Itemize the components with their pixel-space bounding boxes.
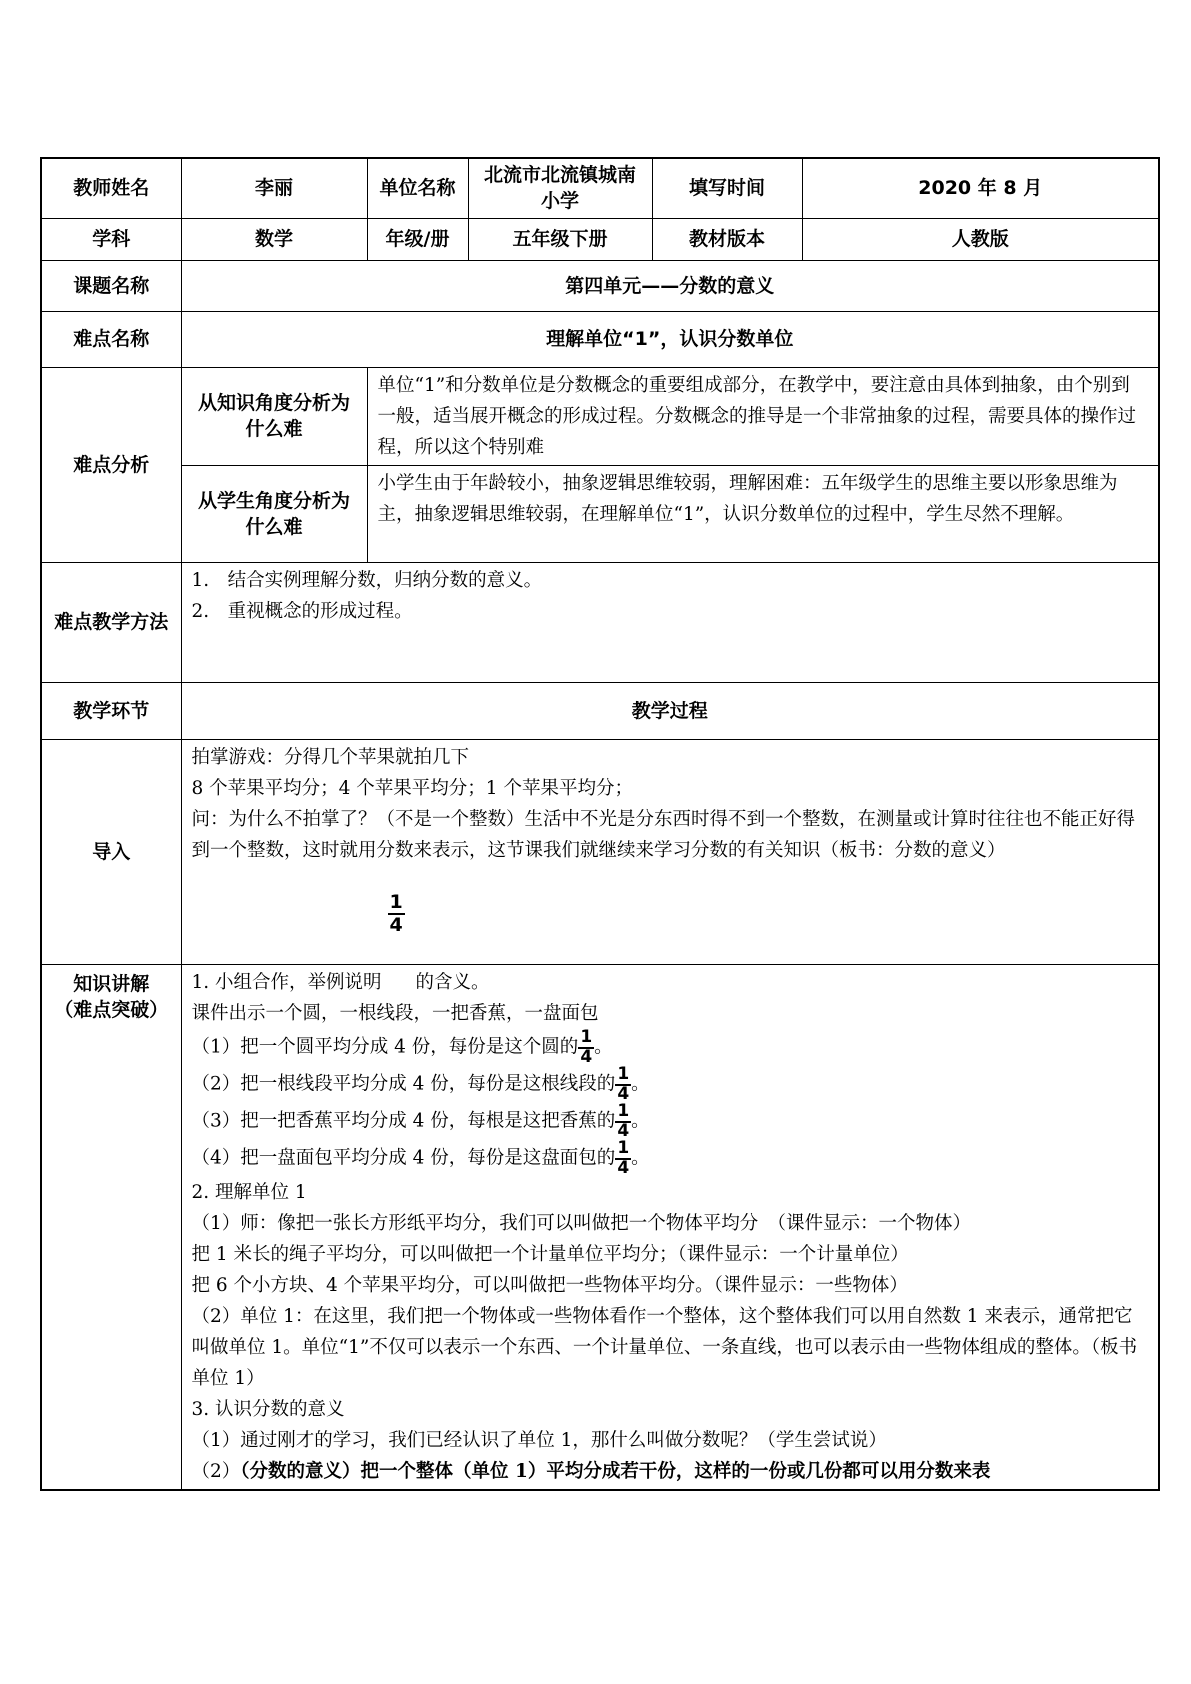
fraction-numerator: 1 bbox=[389, 890, 403, 913]
s1-item-3-end: 。 bbox=[631, 1110, 650, 1131]
fraction-numerator: 1 bbox=[617, 1137, 630, 1158]
intro-row bbox=[41, 739, 1159, 964]
edition-value: 人教版 bbox=[802, 218, 1159, 260]
fraction-icon bbox=[578, 1026, 594, 1067]
difficulty-row bbox=[41, 311, 1159, 367]
s1-item-2-end: 。 bbox=[631, 1073, 650, 1094]
topic-row bbox=[41, 260, 1159, 311]
fraction-denominator: 4 bbox=[389, 913, 403, 936]
s2-title: 2. 理解单位 1 bbox=[191, 1181, 307, 1203]
intro-content bbox=[181, 739, 1159, 964]
s1-item-1-text: （1）把一个圆平均分成 4 份，每份是这个圆的 bbox=[191, 1036, 579, 1057]
topic-label: 课题名称 bbox=[41, 260, 181, 311]
fraction-denominator: 4 bbox=[580, 1046, 593, 1067]
s3-line-2-prefix: （2） bbox=[191, 1460, 241, 1482]
s1-item-1-end: 。 bbox=[594, 1036, 613, 1057]
difficulty-label: 难点名称 bbox=[41, 311, 181, 367]
subject-value: 数学 bbox=[181, 218, 367, 260]
s2-line-3: 把 6 个小方块、4 个苹果平均分，可以叫做把一些物体平均分。（课件显示：一些物体） bbox=[191, 1274, 908, 1296]
grade-value: 五年级下册 bbox=[468, 218, 652, 260]
s3-line-1: （1）通过刚才的学习，我们已经认识了单位 1，那什么叫做分数呢？（学生尝试说） bbox=[191, 1429, 887, 1451]
analysis-row-student bbox=[41, 465, 1159, 562]
s1-intro: 课件出示一个圆，一根线段，一把香蕉，一盘面包 bbox=[191, 1002, 599, 1024]
subject-label: 学科 bbox=[41, 218, 181, 260]
process-stage-label: 教学环节 bbox=[41, 682, 181, 739]
fraction-icon bbox=[615, 1137, 631, 1178]
s1-item-2 bbox=[191, 1063, 1149, 1104]
fill-time-label: 填写时间 bbox=[652, 158, 802, 218]
s1-item-4-text: （4）把一盘面包平均分成 4 份，每份是这盘面包的 bbox=[191, 1147, 616, 1168]
topic-value: 第四单元——分数的意义 bbox=[181, 260, 1159, 311]
student-angle-label: 从学生角度分析为什么难 bbox=[181, 465, 367, 562]
header-row-teacher bbox=[41, 158, 1159, 218]
s1-title-b: 的含义。 bbox=[415, 971, 490, 993]
unit-value: 北流市北流镇城南小学 bbox=[468, 158, 652, 218]
method-item-2: 2. 重视概念的形成过程。 bbox=[191, 600, 413, 622]
analysis-label: 难点分析 bbox=[41, 367, 181, 562]
process-header-value: 教学过程 bbox=[181, 682, 1159, 739]
header-row-subject bbox=[41, 218, 1159, 260]
explain-label bbox=[41, 964, 181, 1490]
fill-time-value: 2020 年 8 月 bbox=[802, 158, 1159, 218]
s3-line-2-bold: （分数的意义）把一个整体（单位 1）平均分成若干份，这样的一份或几份都可以用分数来表 bbox=[240, 1460, 991, 1482]
explain-label-line1: 知识讲解 bbox=[73, 972, 150, 995]
methods-content bbox=[181, 562, 1159, 682]
fraction-denominator: 4 bbox=[617, 1120, 630, 1141]
explain-label-line2: （难点突破） bbox=[54, 998, 169, 1021]
intro-line-3: 问：为什么不拍掌了？（不是一个整数）生活中不光是分东西时得不到一个整数，在测量或计算时往往也不能正好得到一个整数，这时就用分数来表示，这节课我们就继续来学习分数的有关知识（板书：分数的意义） bbox=[191, 808, 1136, 861]
analysis-row-knowledge bbox=[41, 367, 1159, 465]
fraction-icon bbox=[615, 1100, 631, 1141]
knowledge-angle-label: 从知识角度分析为什么难 bbox=[181, 367, 367, 465]
knowledge-angle-text: 单位“1”和分数单位是分数概念的重要组成部分，在教学中，要注意由具体到抽象，由个别到一般，适当展开概念的形成过程。分数概念的推导是一个非常抽象的过程，需要具体的操作过程，所以这个特别难 bbox=[367, 367, 1159, 465]
s1-title bbox=[192, 967, 1149, 998]
fraction-numerator: 1 bbox=[617, 1063, 630, 1084]
teacher-value: 李丽 bbox=[181, 158, 367, 218]
s1-item-4 bbox=[191, 1137, 1149, 1178]
intro-line-1: 拍掌游戏：分得几个苹果就拍几下 bbox=[191, 746, 470, 768]
intro-line-2: 8 个苹果平均分；4 个苹果平均分；1 个苹果平均分； bbox=[191, 777, 633, 799]
s1-item-4-end: 。 bbox=[631, 1147, 650, 1168]
fraction-denominator: 4 bbox=[617, 1157, 630, 1178]
fraction-icon bbox=[615, 1063, 631, 1104]
edition-label: 教材版本 bbox=[652, 218, 802, 260]
s2-line-2: 把 1 米长的绳子平均分，可以叫做把一个计量单位平均分；（课件显示：一个计量单位） bbox=[191, 1243, 909, 1265]
unit-label: 单位名称 bbox=[367, 158, 468, 218]
s1-item-2-text: （2）把一根线段平均分成 4 份，每份是这根线段的 bbox=[191, 1073, 616, 1094]
fraction-one-quarter bbox=[388, 892, 405, 935]
teacher-label: 教师姓名 bbox=[41, 158, 181, 218]
process-header-row bbox=[41, 682, 1159, 739]
s1-item-3 bbox=[191, 1100, 1149, 1141]
s1-item-1 bbox=[191, 1026, 1149, 1067]
difficulty-value: 理解单位“1”，认识分数单位 bbox=[181, 311, 1159, 367]
intro-fraction-line bbox=[192, 866, 1149, 944]
grade-label: 年级/册 bbox=[367, 218, 468, 260]
s3-title: 3. 认识分数的意义 bbox=[191, 1398, 345, 1420]
method-item-1: 1. 结合实例理解分数，归纳分数的意义。 bbox=[191, 569, 543, 591]
s1-title-a: 1. 小组合作，举例说明 bbox=[191, 971, 382, 993]
s1-item-3-text: （3）把一把香蕉平均分成 4 份，每根是这把香蕉的 bbox=[191, 1110, 616, 1131]
explain-content bbox=[181, 964, 1159, 1490]
methods-label: 难点教学方法 bbox=[41, 562, 181, 682]
fraction-denominator: 4 bbox=[617, 1083, 630, 1104]
s2-line-4: （2）单位 1：在这里，我们把一个物体或一些物体看作一个整体，这个整体我们可以用自然数 1 来表示，通常把它叫做单位 1。单位“1”不仅可以表示一个东西、一个计量单位、一条直线，也可以表示由一些物体组成的整体。（板书单位 1） bbox=[191, 1305, 1138, 1389]
methods-row bbox=[41, 562, 1159, 682]
s2-line-1: （1）师：像把一张长方形纸平均分，我们可以叫做把一个物体平均分 （课件显示：一个物体） bbox=[191, 1212, 972, 1234]
fraction-numerator: 1 bbox=[580, 1026, 593, 1047]
explain-row bbox=[41, 964, 1159, 1490]
fraction-numerator: 1 bbox=[617, 1100, 630, 1121]
intro-label: 导入 bbox=[41, 739, 181, 964]
student-angle-text: 小学生由于年龄较小，抽象逻辑思维较弱，理解困难：五年级学生的思维主要以形象思维为主，抽象逻辑思维较弱，在理解单位“1”，认识分数单位的过程中，学生尽然不理解。 bbox=[367, 465, 1159, 562]
s3-line-2 bbox=[192, 1456, 1149, 1487]
lesson-plan-table bbox=[40, 157, 1160, 1491]
